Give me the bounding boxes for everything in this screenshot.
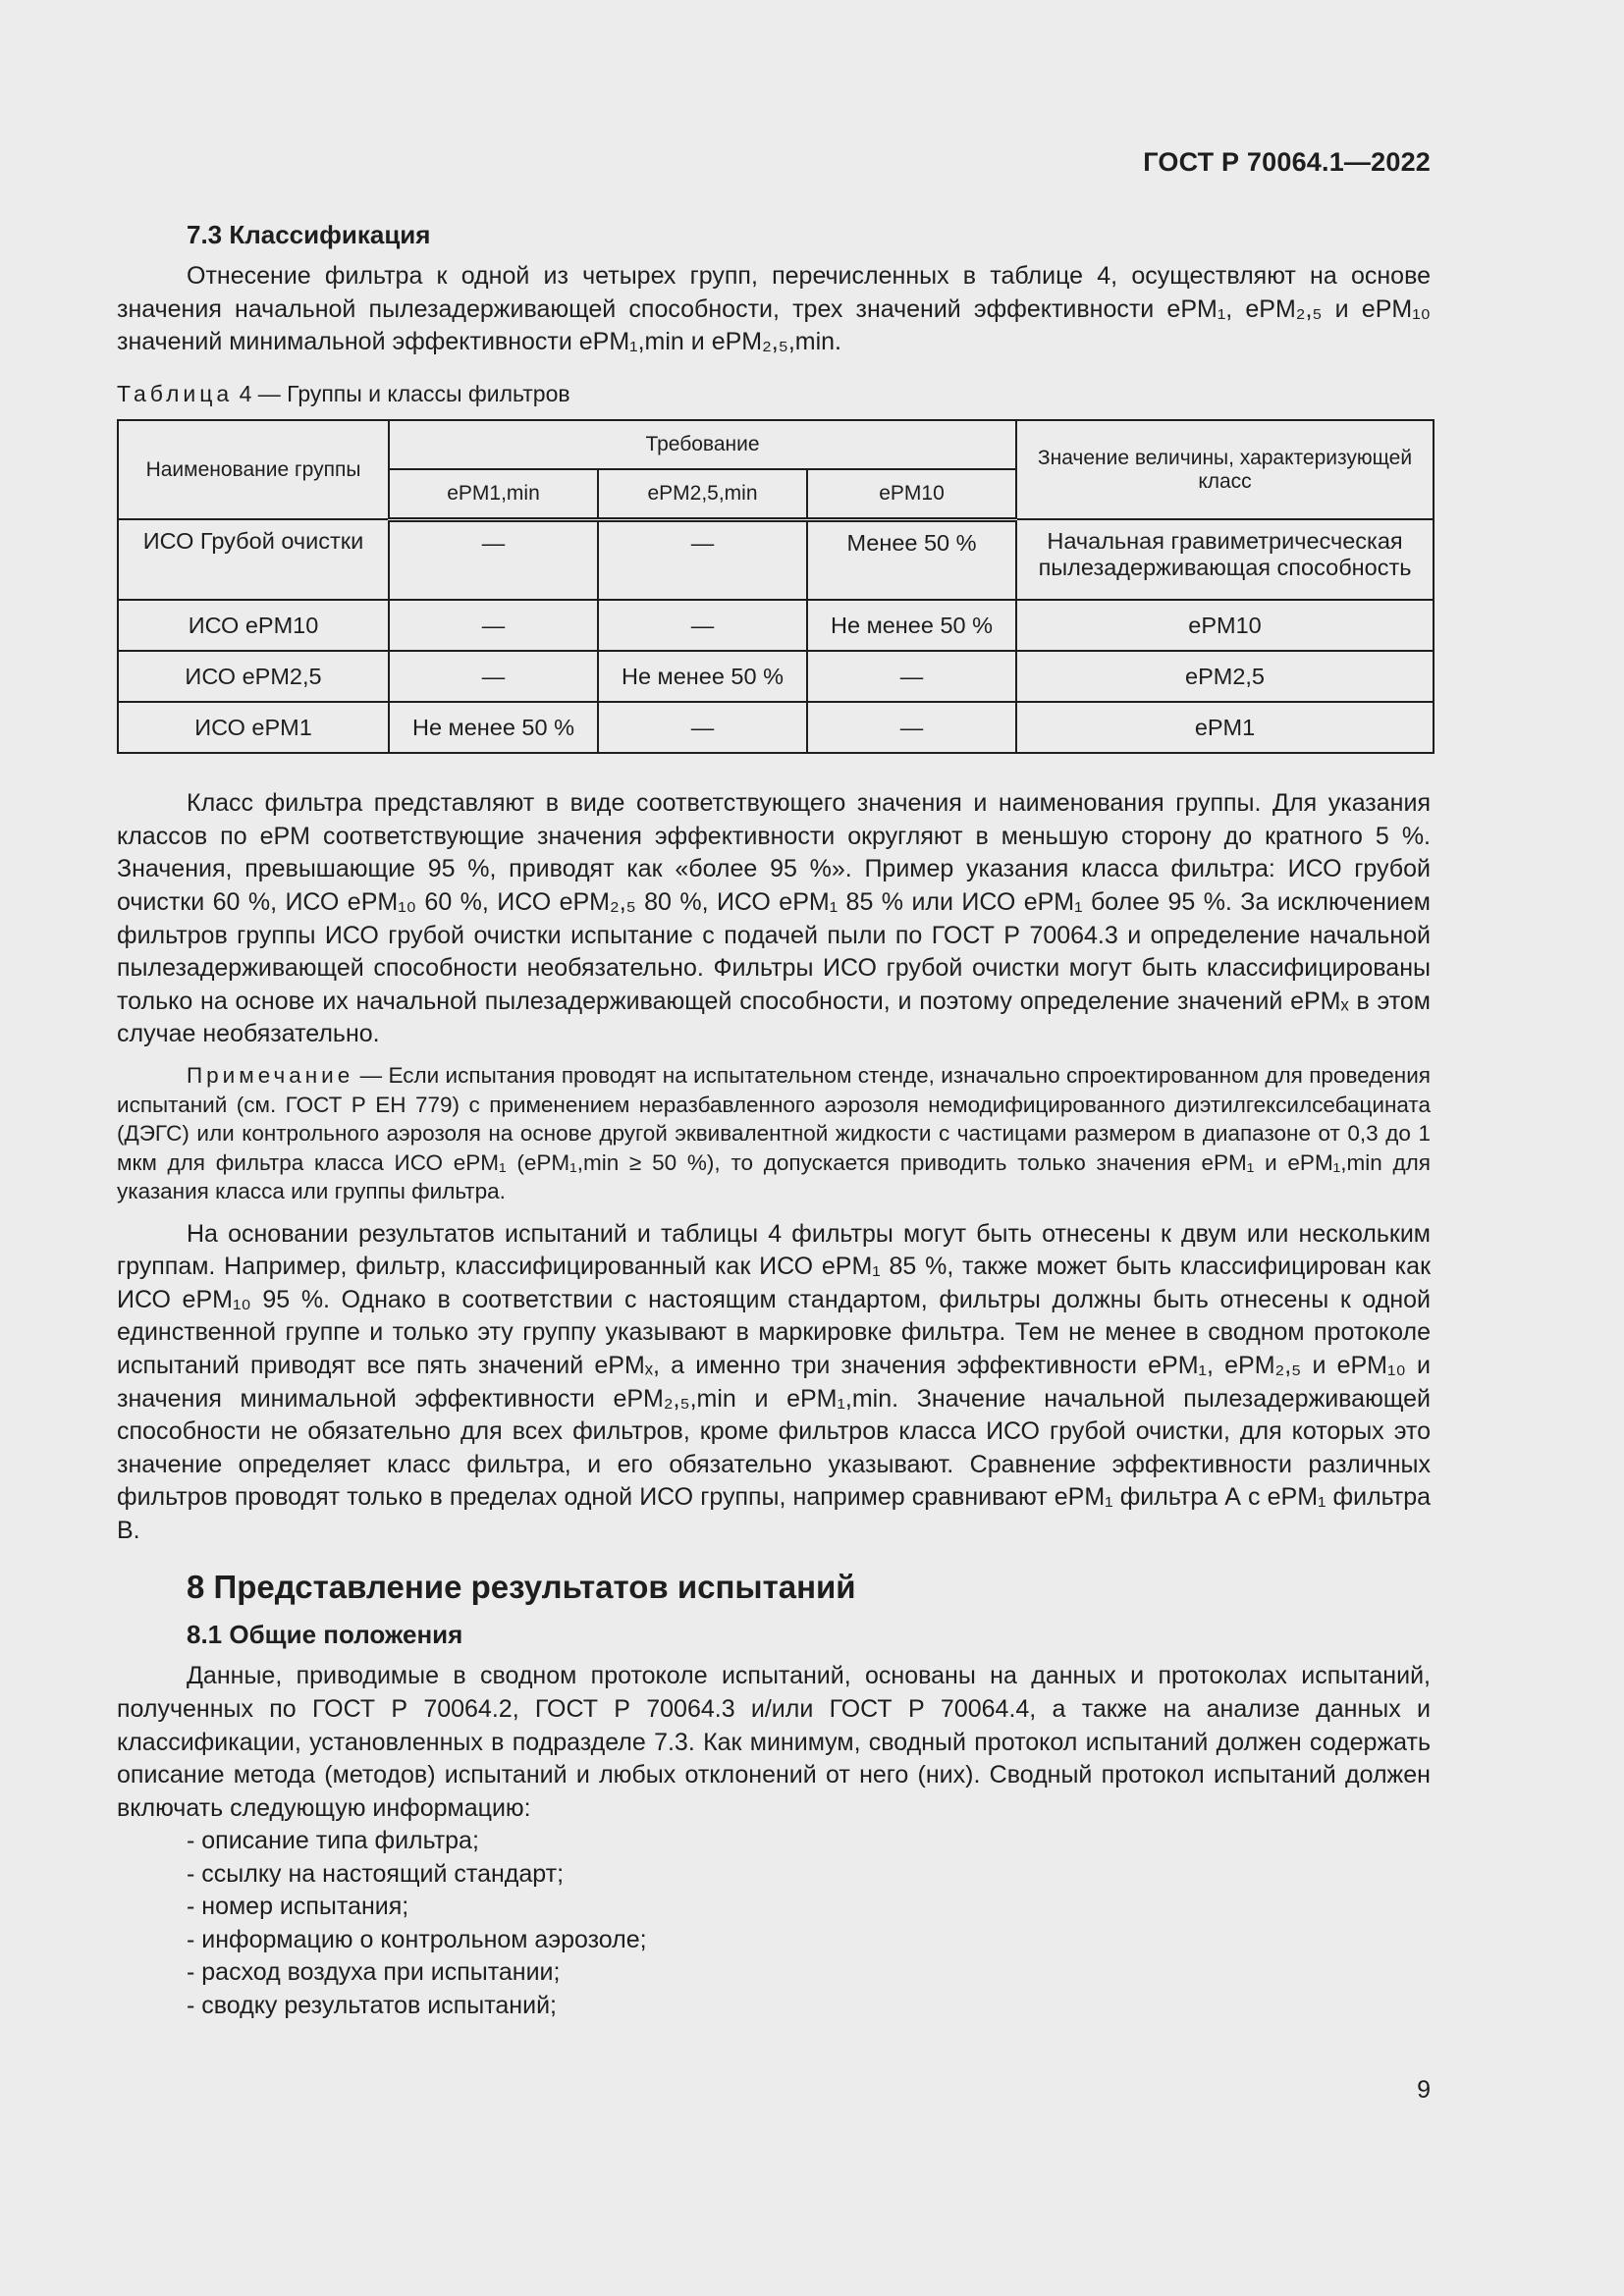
header-epm10: ePM10 (807, 469, 1016, 520)
section-7-3-paragraph: Отнесение фильтра к одной из четырех групп, перечисленных в таблице 4, осуществляют на основе значения начальной пылезадерживающей способности, трех значений эффективности ePM₁, ePM₂,₅ и ePM₁₀ значений минимальной эффективности ePM₁,min и ePM₂,₅,min. (117, 262, 1431, 356)
cell-epm2-5-min: — (598, 702, 807, 753)
table-row (118, 519, 1434, 600)
list-item: - информацию о контрольном аэрозоле; (187, 1925, 647, 1953)
list-item: - номер испытания; (187, 1893, 409, 1921)
header-epm2-5-min: ePM2,5,min (598, 469, 807, 520)
cell-epm10: Не менее 50 % (807, 600, 1016, 651)
page-number: 9 (1417, 2076, 1431, 2104)
cell-epm1-min: — (389, 651, 598, 702)
header-class-value: Значение величины, характеризующей класс (1016, 420, 1434, 520)
cell-epm1-min: Не менее 50 % (389, 702, 598, 753)
table-caption-rest: 4 — Группы и классы фильтров (233, 380, 570, 406)
cell-epm2-5-min: — (598, 519, 807, 600)
note-label: Примечание (187, 1063, 354, 1089)
section-8-heading: 8 Представление результатов испытаний (187, 1569, 856, 1606)
class-description-paragraph: Класс фильтра представляют в виде соответствующего значения и наименования группы. Для указания классов по ePM соответствующие значения эффективности округляют в меньшую сторону до кратного 5 %. Значения, превышающие 95 %, приводят как «более 95 %». Пример указания класса фильтра: ИСО грубой очистки 60 %, ИСО ePM₁₀ 60 %, ИСО ePM₂,₅ 80 %, ИСО ePM₁ 85 % или ИСО ePM₁ более 95 %. За исключением фильтров группы ИСО грубой очистки испытание с подачей пыли по ГОСТ Р 70064.3 и определение начальной пылезадерживающей способности необязательно. Фильтры ИСО грубой очистки могут быть классифицированы только на основе их начальной пылезадерживающей способности, и поэтому определение значений ePMₓ в этом случае необязательно. (117, 789, 1431, 1048)
document-id-header: ГОСТ Р 70064.1—2022 (1143, 147, 1431, 177)
cell-class-value: Начальная гравиметричесчеcкая пылезадерживающая способность (1016, 519, 1434, 600)
cell-class-value: ePM2,5 (1016, 651, 1434, 702)
cell-class-value: ePM1 (1016, 702, 1434, 753)
list-item: - описание типа фильтра; (187, 1827, 479, 1855)
table-caption-lead: Таблица (117, 380, 234, 406)
cell-group: ИСО ePM2,5 (118, 651, 389, 702)
section-8-1-paragraph: Данные, приводимые в сводном протоколе испытаний, основаны на данных и протоколах испытаний, полученных по ГОСТ Р 70064.2, ГОСТ Р 70064.3 и/или ГОСТ Р 70064.4, а также на анализе данных и классификации, установленных в подразделе 7.3. Как минимум, сводный протокол испытаний должен содержать описание метода (методов) испытаний и любых отклонений от него (них). Сводный протокол испытаний должен включать следующую информацию: (117, 1662, 1431, 1822)
cell-epm10: Менее 50 % (807, 519, 1016, 600)
table-4-filter-groups (117, 419, 1435, 755)
cell-epm10: — (807, 702, 1016, 753)
cell-group: ИСО Грубой очистки (118, 519, 389, 600)
table-row (118, 651, 1434, 702)
table-row (118, 702, 1434, 753)
cell-epm1-min: — (389, 600, 598, 651)
list-item: - ссылку на настоящий стандарт; (187, 1859, 565, 1888)
header-group-name: Наименование группы (118, 420, 389, 520)
cell-group: ИСО ePM10 (118, 600, 389, 651)
table-header-row (118, 420, 1434, 469)
section-7-3-heading: 7.3 Классификация (187, 220, 431, 249)
list-item: - сводку результатов испытаний; (187, 1991, 557, 2019)
cell-group: ИСО ePM1 (118, 702, 389, 753)
table-4-caption (117, 381, 1431, 407)
note-paragraph (117, 1061, 1431, 1206)
note-text: — Если испытания проводят на испытательном стенде, изначально спроектированном для проведения испытаний (см. ГОСТ Р ЕН 779) с применением неразбавленного аэрозоля немодифицированного диэтилгексилсебацината (ДЭГС) или контрольного аэрозоля на основе другой эквивалентной жидкости с частицами размером в диапазоне от 0,3 до 1 мкм для фильтра класса ИСО ePM₁ (ePM₁,min ≥ 50 %), то допускается приводить только значения ePM₁ и ePM₁,min для указания класса или группы фильтра. (117, 1063, 1431, 1204)
cell-epm1-min: — (389, 519, 598, 600)
list-item: - расход воздуха при испытании; (187, 1958, 561, 1987)
table-row (118, 600, 1434, 651)
header-epm1-min: ePM1,min (389, 469, 598, 520)
cell-epm2-5-min: Не менее 50 % (598, 651, 807, 702)
group-assignment-paragraph: На основании результатов испытаний и таблицы 4 фильтры могут быть отнесены к двум или нескольким группам. Например, фильтр, классифицированный как ИСО ePM₁ 85 %, также может быть классифицирован как ИСО ePM₁₀ 95 %. Однако в соответствии с настоящим стандартом, фильтры должны быть отнесены к одной единственной группе и только эту группу указывают в маркировке фильтра. Тем не менее в сводном протоколе испытаний приводят все пять значений ePMₓ, а именно три значения эффективности ePM₁, ePM₂,₅ и ePM₁₀ и значения минимальной эффективности ePM₂,₅,min и ePM₁,min. Значение начальной пылезадерживающей способности не обязательно для всех фильтров, кроме фильтров класса ИСО грубой очистки, для которых это значение определяет класс фильтра, и его обязательно указывают. Сравнение эффективности различных фильтров проводят только в пределах одной ИСО группы, например сравнивают ePM₁ фильтра А с ePM₁ фильтра В. (117, 1219, 1431, 1544)
cell-class-value: ePM10 (1016, 600, 1434, 651)
page-content (117, 220, 1431, 2022)
report-contents-list (117, 1825, 1431, 2022)
section-8-1-heading: 8.1 Общие положения (187, 1620, 463, 1650)
cell-epm2-5-min: — (598, 600, 807, 651)
header-requirement: Требование (389, 420, 1016, 469)
cell-epm10: — (807, 651, 1016, 702)
